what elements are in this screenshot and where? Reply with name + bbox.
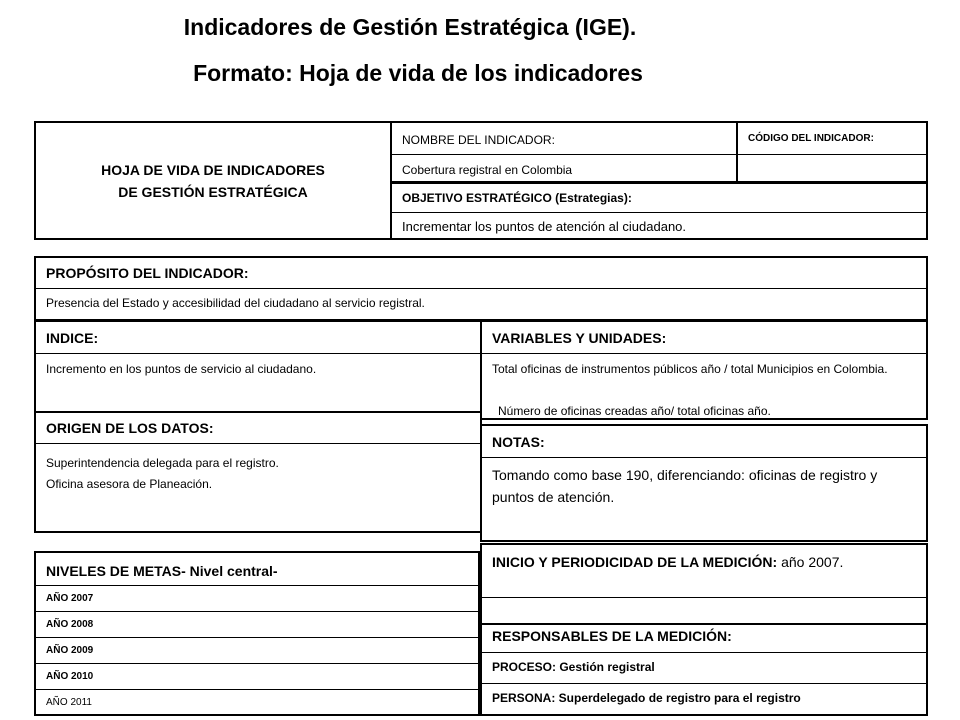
origen-datos-line2: Oficina asesora de Planeación. bbox=[46, 477, 213, 491]
nombre-indicador-box bbox=[390, 121, 738, 183]
responsables-label: RESPONSABLES DE LA MEDICIÓN: bbox=[492, 628, 732, 644]
proposito-box bbox=[34, 256, 928, 321]
meta-row-2011 bbox=[36, 690, 478, 716]
codigo-indicador-box bbox=[736, 121, 928, 183]
notas-value: Tomando como base 190, diferenciando: oficinas de registro y puntos de atención. bbox=[492, 467, 878, 505]
responsables-persona: PERSONA: Superdelegado de registro para el registro bbox=[492, 691, 801, 705]
variables-value2: Número de oficinas creadas año/ total oficinas año. bbox=[498, 404, 771, 418]
indice-value: Incremento en los puntos de servicio al ciudadano. bbox=[46, 362, 317, 376]
meta-row-2007 bbox=[36, 586, 478, 612]
niveles-metas-label: NIVELES DE METAS- Nivel central- bbox=[46, 563, 278, 579]
codigo-indicador-label: CÓDIGO DEL INDICADOR: bbox=[748, 133, 874, 144]
objetivo-estrategico-label: OBJETIVO ESTRATÉGICO (Estrategias): bbox=[402, 191, 632, 205]
variables-value1: Total oficinas de instrumentos públicos año / total Municipios en Colombia. bbox=[492, 362, 888, 376]
niveles-metas-box bbox=[34, 551, 480, 716]
responsables-box bbox=[480, 618, 928, 716]
nombre-indicador-value: Cobertura registral en Colombia bbox=[402, 163, 573, 177]
origen-datos-label: ORIGEN DE LOS DATOS: bbox=[46, 420, 214, 436]
notas-label: NOTAS: bbox=[492, 434, 545, 450]
inicio-periodicidad-box bbox=[480, 543, 928, 625]
objetivo-estrategico-value: Incrementar los puntos de atención al ciudadano. bbox=[402, 219, 687, 234]
nombre-indicador-label: NOMBRE DEL INDICADOR: bbox=[402, 133, 555, 147]
meta-row-2010 bbox=[36, 664, 478, 690]
hoja-vida-line1: HOJA DE VIDA DE INDICADORES bbox=[101, 162, 325, 178]
meta-row-2009 bbox=[36, 638, 478, 664]
responsables-proceso: PROCESO: Gestión registral bbox=[492, 660, 655, 674]
hoja-vida-line2: DE GESTIÓN ESTRATÉGICA bbox=[118, 184, 308, 200]
variables-box bbox=[480, 320, 928, 420]
meta-year-label: AÑO 2008 bbox=[46, 619, 94, 630]
hoja-vida-box bbox=[34, 121, 392, 240]
inicio-periodicidad-label: INICIO Y PERIODICIDAD DE LA MEDICIÓN: bbox=[492, 554, 778, 570]
indice-box bbox=[34, 320, 482, 413]
objetivo-estrategico-box bbox=[390, 182, 928, 240]
meta-year-label: AÑO 2009 bbox=[46, 645, 94, 656]
page-subtitle: Formato: Hoja de vida de los indicadores bbox=[193, 60, 643, 86]
meta-year-label: AÑO 2011 bbox=[46, 697, 92, 708]
indice-label: INDICE: bbox=[46, 330, 99, 346]
proposito-label: PROPÓSITO DEL INDICADOR: bbox=[46, 265, 249, 281]
origen-datos-box bbox=[34, 410, 482, 533]
page-title: Indicadores de Gestión Estratégica (IGE). bbox=[183, 14, 637, 40]
variables-label: VARIABLES Y UNIDADES: bbox=[492, 330, 667, 346]
inicio-periodicidad-value: año 2007. bbox=[777, 554, 844, 570]
meta-year-label: AÑO 2007 bbox=[46, 593, 94, 604]
proposito-value: Presencia del Estado y accesibilidad del ciudadano al servicio registral. bbox=[46, 296, 425, 310]
meta-row-2008 bbox=[36, 612, 478, 638]
notas-box bbox=[480, 424, 928, 542]
origen-datos-line1: Superintendencia delegada para el registro. bbox=[46, 456, 279, 470]
meta-year-label: AÑO 2010 bbox=[46, 671, 94, 682]
